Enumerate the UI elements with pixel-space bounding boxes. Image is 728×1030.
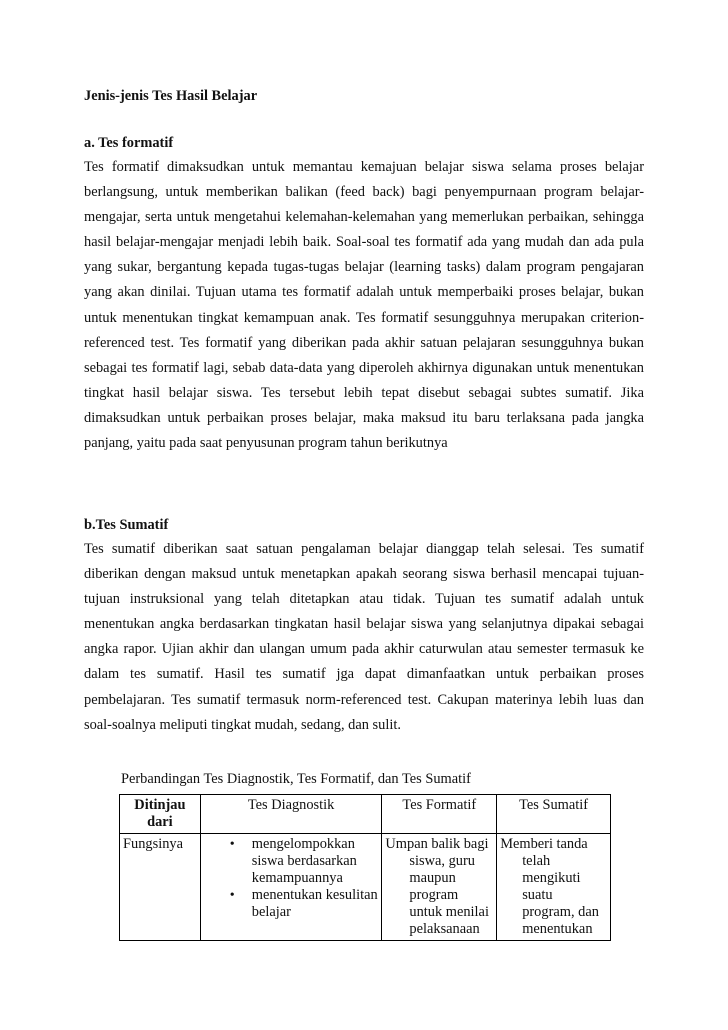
section-heading-sumatif: b.Tes Sumatif bbox=[84, 517, 169, 533]
header-tes-formatif: Tes Formatif bbox=[382, 795, 497, 834]
section-heading-formatif: a. Tes formatif bbox=[84, 135, 174, 151]
section-body-formatif: Tes formatif dimaksudkan untuk memantau kemajuan belajar siswa selama proses belajar berlangsung, untuk memberikan balikan (feed back) bagi penyempurnaan program belajar-mengajar, serta untuk mengetahui kelemahan-kelemahan yang memerlukan perbaikan, sehingga hasil belajar-mengajar menjadi lebih baik. Soal-soal tes formatif ada yang mudah dan ada pula yang sukar, bergantung kepada tugas-tugas belajar (learning tasks) dalam program pengajaran yang akan dinilai. Tujuan utama tes formatif adalah untuk memperbaiki proses belajar, bukan untuk menentukan tingkat kemampuan anak. Tes formatif sesungguhnya merupakan criterion-referenced test. Tes formatif yang diberikan pada akhir satuan pelajaran sesungguhnya bukan sebagai tes formatif lagi, sebab data-data yang diperoleh akhirnya digunakan untuk menentukan tingkat hasil belajar siswa. Tes tersebut lebih tepat disebut sebagai subtes sumatif. Jika dimaksudkan untuk perbaikan proses belajar, maka maksud itu baru terlaksana pada jangka panjang, yaitu pada saat penyusunan program tahun berikutnya bbox=[84, 159, 644, 452]
section-body-sumatif: Tes sumatif diberikan saat satuan pengalaman belajar dianggap telah selesai. Tes sumatif diberikan dengan maksud untuk menetapkan apakah seorang siswa berhasil mencapai tujuan-tujuan instruksional yang telah ditetapkan atau tidak. Tujuan tes sumatif adalah untuk menentukan angka berdasarkan tingkatan hasil belajar siswa yang selanjutnya dipakai sebagai angka rapor. Ujian akhir dan ulangan umum pada akhir caturwulan atau semester termasuk ke dalam tes sumatif. Hasil tes sumatif jga dapat dimanfaatkan untuk perbaikan proses pembelajaran. Tes sumatif termasuk norm-referenced test. Cakupan materinya lebih luas dan soal-soalnya meliputi tingkat mudah, sedang, dan sulit. bbox=[84, 541, 644, 733]
row-label-fungsinya: Fungsinya bbox=[120, 834, 201, 941]
header-tes-sumatif: Tes Sumatif bbox=[497, 795, 611, 834]
cell-sumatif bbox=[497, 834, 611, 941]
document-title: Jenis-jenis Tes Hasil Belajar bbox=[84, 88, 258, 104]
sumatif-text: Memberi tanda telah mengikuti suatu program, dan menentukan bbox=[500, 836, 599, 937]
table-caption: Perbandingan Tes Diagnostik, Tes Formatif, dan Tes Sumatif bbox=[121, 771, 471, 787]
diagnostik-list bbox=[204, 836, 379, 921]
header-ditinjau-dari: Ditinjau dari bbox=[120, 795, 201, 834]
header-tes-diagnostik: Tes Diagnostik bbox=[200, 795, 382, 834]
cell-formatif bbox=[382, 834, 497, 941]
formatif-text: Umpan balik bagi siswa, guru maupun program untuk menilai pelaksanaan bbox=[385, 836, 489, 937]
list-item: • mengelompokkan siswa berdasarkan kemampuannya bbox=[252, 836, 379, 887]
comparison-table bbox=[119, 794, 611, 941]
table-header-row bbox=[120, 795, 611, 834]
table-row bbox=[120, 834, 611, 941]
cell-diagnostik bbox=[200, 834, 382, 941]
list-item: • menentukan kesulitan belajar bbox=[252, 887, 379, 921]
